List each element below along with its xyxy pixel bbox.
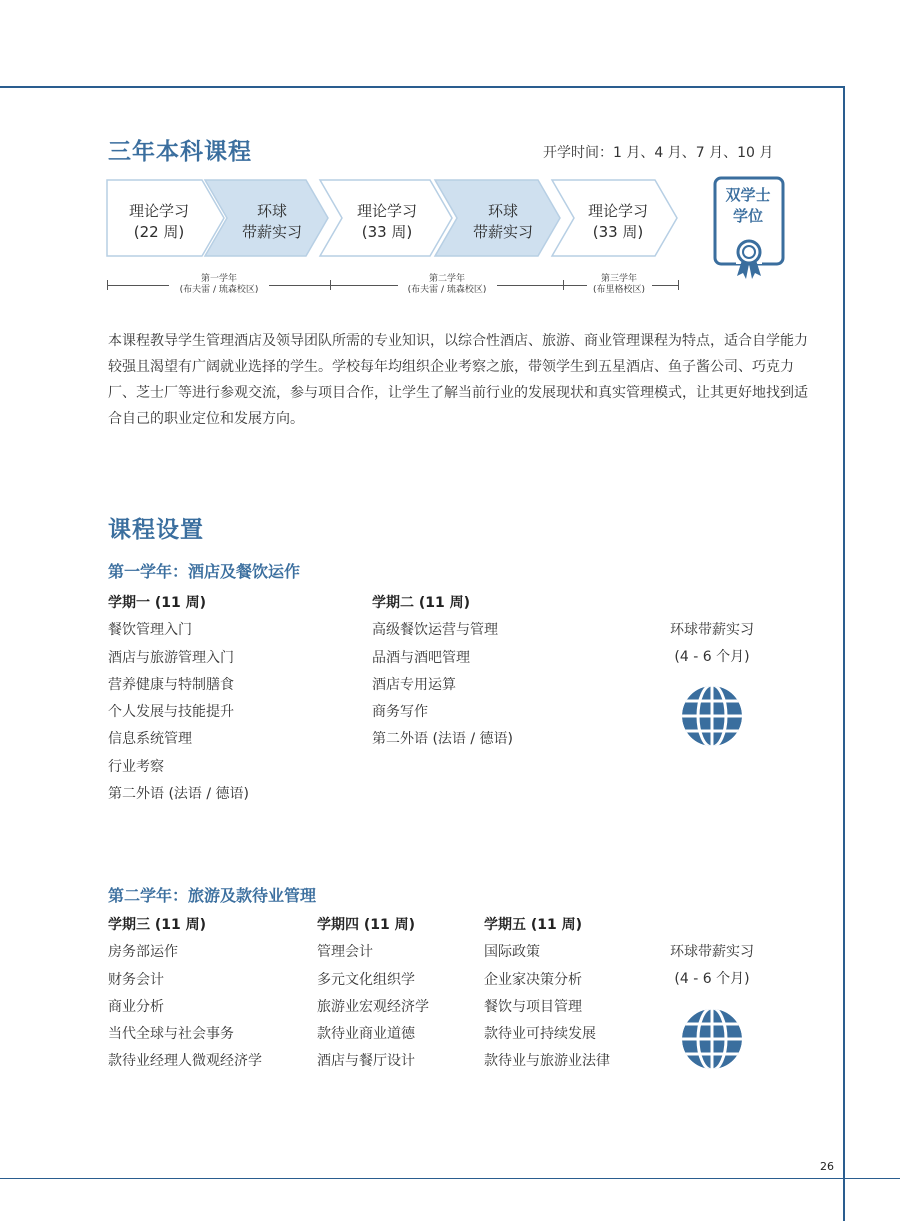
timeline-line xyxy=(497,285,563,286)
course-item: 财务会计 xyxy=(108,971,164,988)
semester-2-column xyxy=(372,590,513,754)
timeline-year-2 xyxy=(399,274,495,296)
semester-1-head: 学期一 (11 周) xyxy=(108,595,207,611)
timeline-line xyxy=(107,285,169,286)
internship-duration: (4 - 6 个月) xyxy=(674,649,750,666)
course-item: 第二外语 (法语 / 德语) xyxy=(108,786,249,803)
timeline-year-3-campus: (布里格校区) xyxy=(592,285,646,295)
year2-title: 第二学年：旅游及款待业管理 xyxy=(108,886,317,905)
flow-step-3-line2: (33 周) xyxy=(361,223,413,241)
course-item: 行业考察 xyxy=(108,758,164,775)
flow-step-1 xyxy=(120,201,198,243)
timeline-line xyxy=(563,285,587,286)
year2-internship xyxy=(652,939,772,994)
timeline-year-1 xyxy=(171,274,267,296)
semester-5-column xyxy=(484,912,610,1076)
internship-duration: (4 - 6 个月) xyxy=(674,971,750,988)
course-item: 品酒与酒吧管理 xyxy=(372,649,470,666)
degree-label-line2: 学位 xyxy=(732,207,763,225)
program-description: 本课程教导学生管理酒店及领导团队所需的专业知识，以综合性酒店、旅游、商业管理课程为特点，适合自学能力较强且渴望有广阔就业选择的学生。学校每年均组织企业考察之旅，带领学生到五星酒店、鱼子酱公司、巧克力厂、芝士厂等进行参观交流，参与项目合作，让学生了解当前行业的发展现状和真实管理模式，让其更好地找到适合自己的职业定位和发展方向。 xyxy=(108,333,808,427)
course-item: 款待业经理人微观经济学 xyxy=(108,1053,262,1070)
timeline-line xyxy=(652,285,678,286)
timeline-year-2-title: 第二学年 xyxy=(428,274,465,284)
course-item: 款待业商业道德 xyxy=(317,1026,415,1043)
course-item: 个人发展与技能提升 xyxy=(108,704,234,721)
internship-label: 环球带薪实习 xyxy=(670,944,754,960)
course-item: 餐饮与项目管理 xyxy=(484,998,582,1015)
timeline-year-1-title: 第一学年 xyxy=(200,274,237,284)
flow-step-2 xyxy=(232,201,312,243)
course-item: 多元文化组织学 xyxy=(317,971,415,988)
course-item: 酒店与旅游管理入门 xyxy=(108,649,234,666)
year1-title: 第一学年：酒店及餐饮运作 xyxy=(108,562,301,581)
course-item: 第二外语 (法语 / 德语) xyxy=(372,731,513,748)
course-item: 餐饮管理入门 xyxy=(108,622,192,639)
page-number: 26 xyxy=(820,1160,834,1173)
course-item: 商务写作 xyxy=(372,704,428,721)
course-item: 款待业可持续发展 xyxy=(484,1026,596,1043)
course-item: 国际政策 xyxy=(484,944,540,961)
year1-internship xyxy=(652,617,772,672)
frame-right-line xyxy=(843,86,845,1221)
timeline-year-1-campus: (布夫雷 / 琉森校区) xyxy=(179,285,259,295)
flow-step-5 xyxy=(578,201,658,243)
timeline-line xyxy=(330,285,398,286)
flow-step-1-line1: 理论学习 xyxy=(128,202,189,220)
globe-icon xyxy=(681,1008,743,1070)
timeline-year-3-title: 第三学年 xyxy=(600,274,637,284)
semester-3-column xyxy=(108,912,262,1076)
semester-3-head: 学期三 (11 周) xyxy=(108,917,207,933)
course-item: 酒店与餐厅设计 xyxy=(317,1053,415,1070)
course-item: 当代全球与社会事务 xyxy=(108,1026,234,1043)
frame-bottom-line xyxy=(0,1178,845,1179)
course-item: 信息系统管理 xyxy=(108,731,192,748)
degree-label-line1: 双学士 xyxy=(725,186,771,204)
timeline-year-3 xyxy=(588,274,650,296)
course-item: 商业分析 xyxy=(108,998,164,1015)
course-item: 营养健康与特制膳食 xyxy=(108,676,234,693)
semester-5-head: 学期五 (11 周) xyxy=(484,917,583,933)
semester-2-head: 学期二 (11 周) xyxy=(372,595,471,611)
course-item: 款待业与旅游业法律 xyxy=(484,1053,610,1070)
flow-step-2-line1: 环球 xyxy=(256,202,287,220)
flow-step-4-line1: 环球 xyxy=(487,202,518,220)
flow-step-4 xyxy=(463,201,543,243)
flow-step-5-line1: 理论学习 xyxy=(587,202,648,220)
timeline-tick xyxy=(678,280,679,290)
semester-4-head: 学期四 (11 周) xyxy=(317,917,416,933)
program-title: 三年本科课程 xyxy=(108,139,252,165)
flow-step-2-line2: 带薪实习 xyxy=(241,223,302,241)
flow-step-3-line1: 理论学习 xyxy=(356,202,417,220)
course-item: 高级餐饮运营与管理 xyxy=(372,622,498,639)
flow-step-1-line2: (22 周) xyxy=(133,223,185,241)
course-item: 管理会计 xyxy=(317,944,373,961)
start-time: 开学时间：1 月、4 月、7 月、10 月 xyxy=(543,145,774,161)
frame-top-line xyxy=(0,86,845,88)
timeline-year-2-campus: (布夫雷 / 琉森校区) xyxy=(407,285,487,295)
timeline-line xyxy=(269,285,339,286)
internship-label: 环球带薪实习 xyxy=(670,622,754,638)
course-item: 房务部运作 xyxy=(108,944,178,961)
course-item: 旅游业宏观经济学 xyxy=(317,998,429,1015)
flow-step-5-line2: (33 周) xyxy=(592,223,644,241)
semester-1-column xyxy=(108,590,249,808)
course-item: 企业家决策分析 xyxy=(484,971,582,988)
globe-icon xyxy=(681,685,743,747)
degree-label xyxy=(712,185,784,227)
frame-bottom-line-right xyxy=(845,1178,900,1179)
flow-step-4-line2: 带薪实习 xyxy=(472,223,533,241)
flow-step-3 xyxy=(347,201,427,243)
curriculum-title: 课程设置 xyxy=(108,517,204,543)
semester-4-column xyxy=(317,912,429,1076)
course-item: 酒店专用运算 xyxy=(372,676,456,693)
award-icon xyxy=(730,236,768,280)
